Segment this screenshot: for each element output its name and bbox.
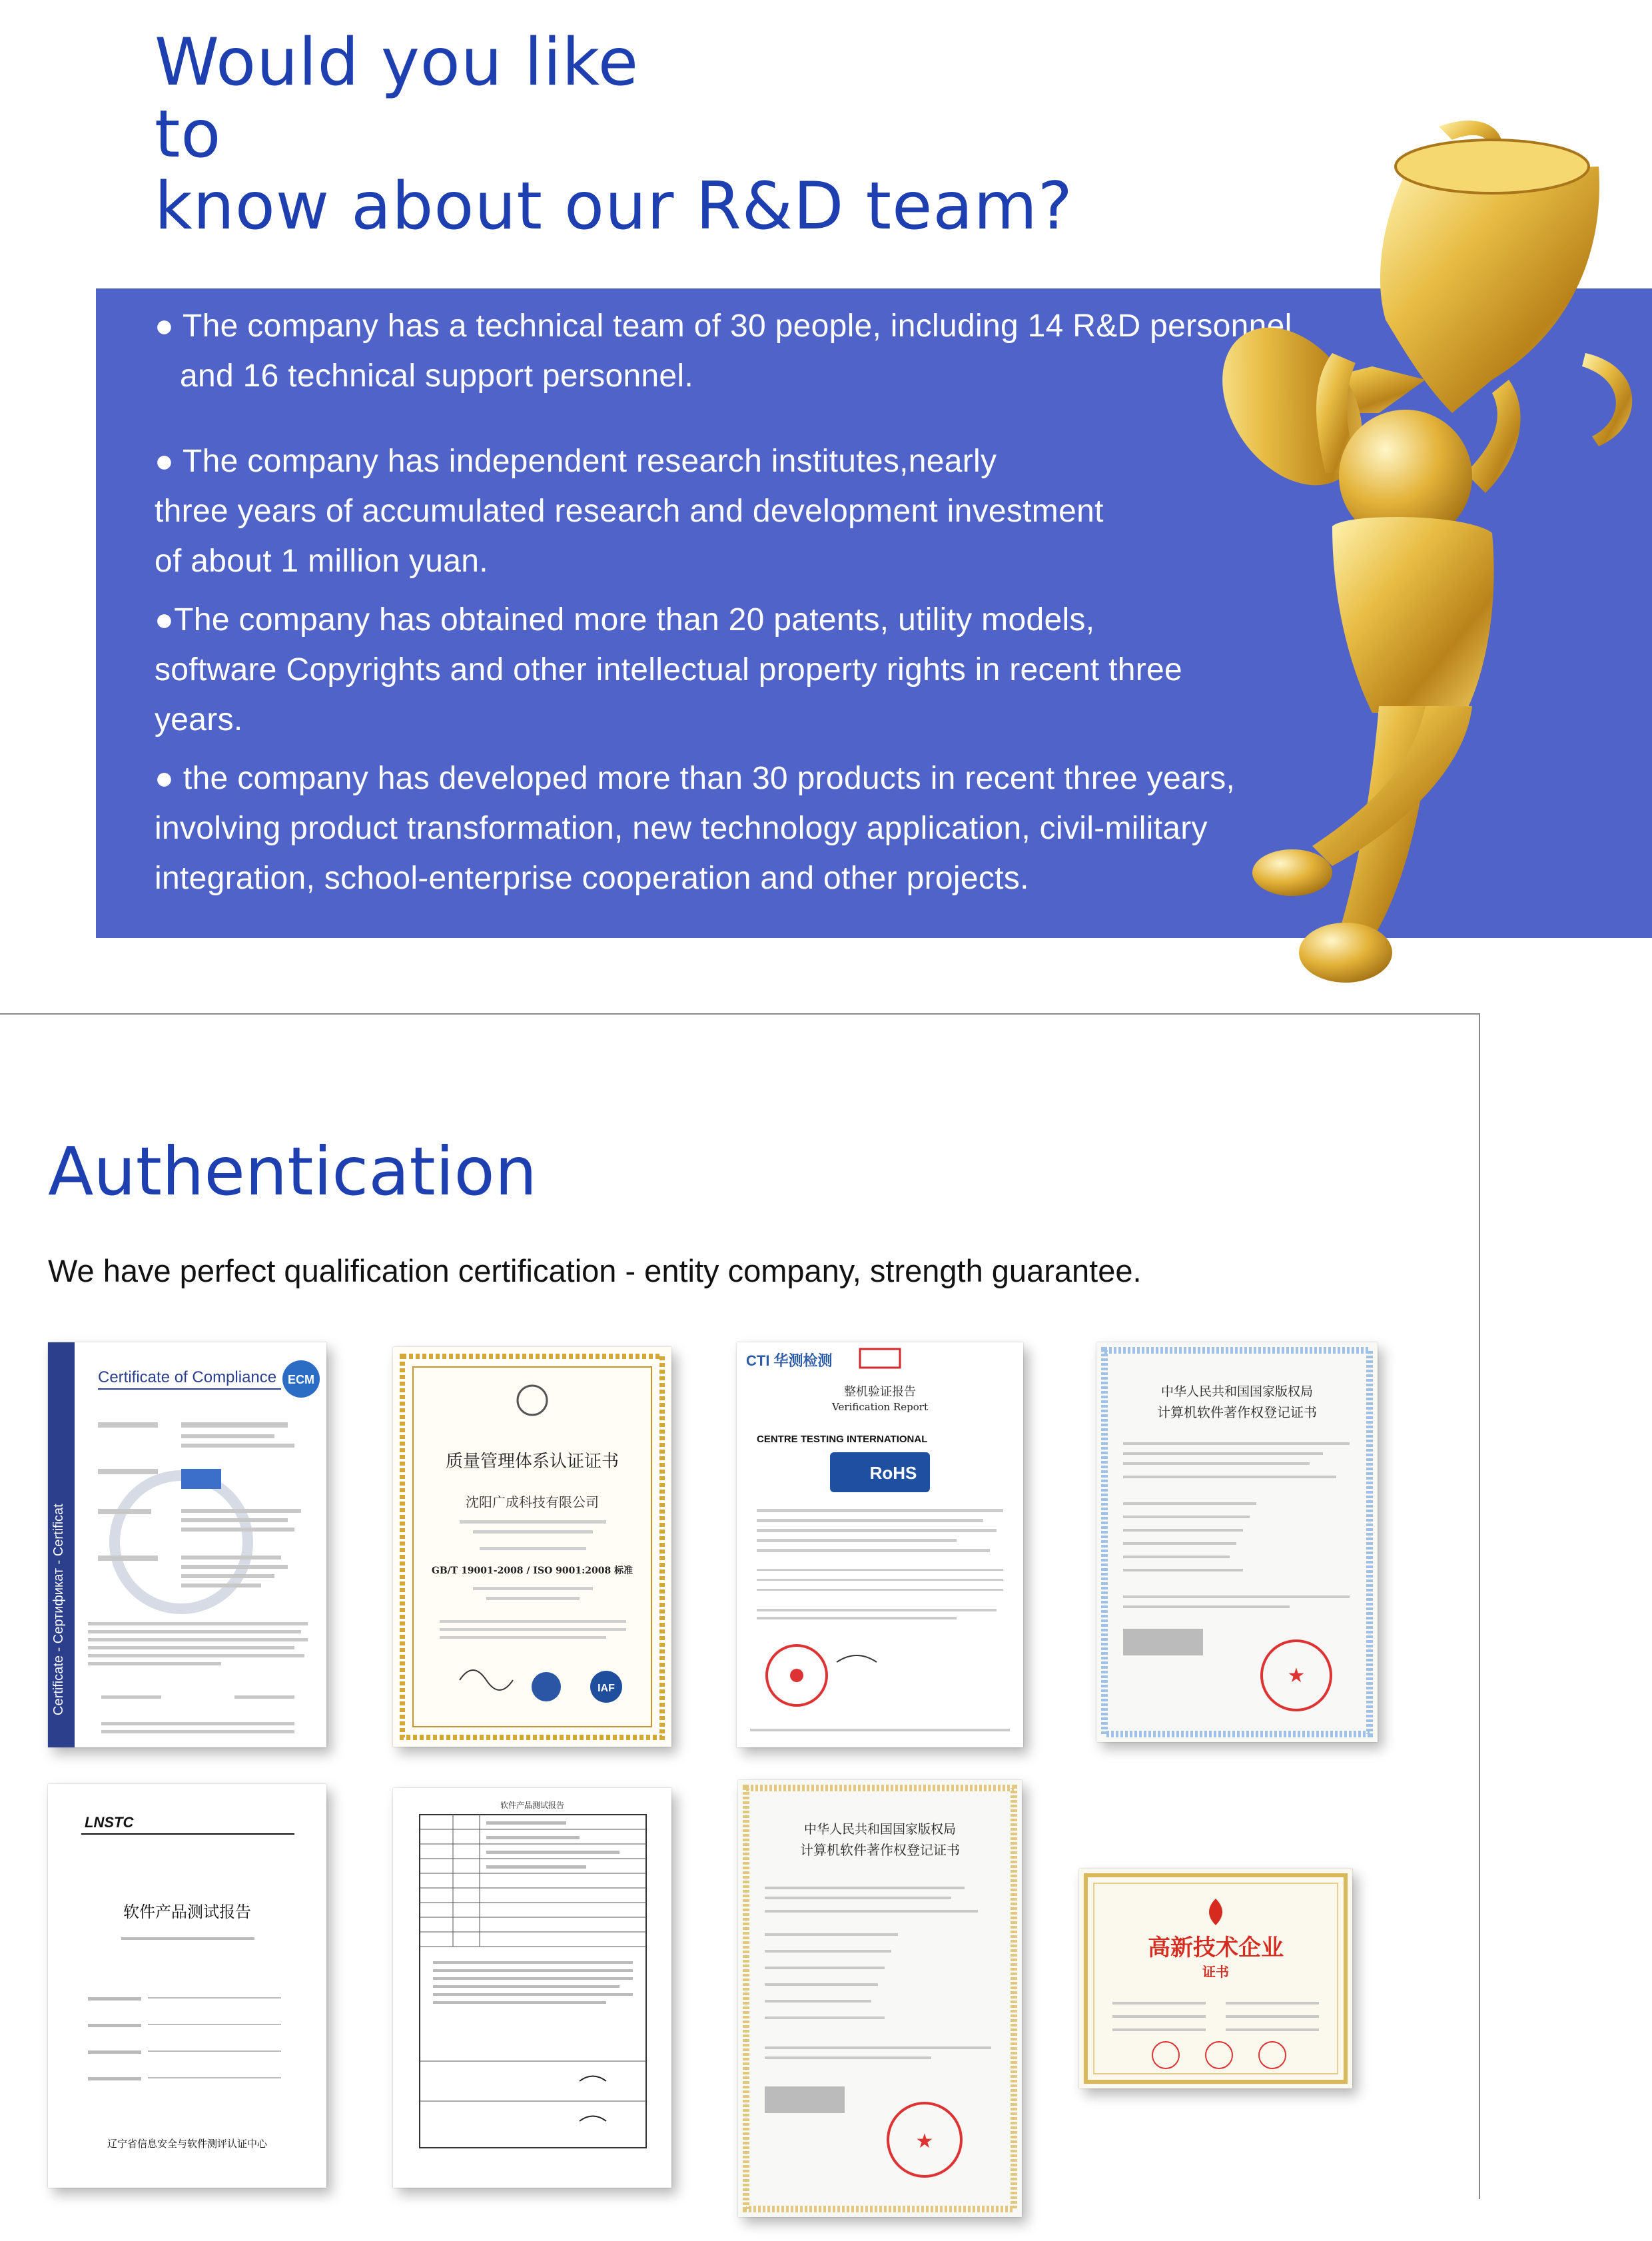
certificate-8-title: 高新技术企业 <box>1148 1935 1284 1961</box>
team-point-1-line1: ● The company has a technical team of 30 people, including 14 R&D personnel <box>155 308 1292 344</box>
certificate-quality-management <box>393 1347 671 1747</box>
certificate-3-badge: RoHS <box>869 1463 917 1483</box>
section-divider-vertical <box>1479 1013 1480 2199</box>
certificate-1-side-text: Certificate - Сертификат - Certificat <box>51 1504 66 1715</box>
team-point-3-line1: ●The company has obtained more than 20 patents, utility models, <box>155 602 1095 638</box>
authentication-subtitle: We have perfect qualification certification - entity company, strength guarantee. <box>48 1253 1142 1288</box>
certificate-compliance <box>48 1342 326 1747</box>
team-point-2-line1: ● The company has independent research institutes,nearly <box>155 444 997 479</box>
certificate-high-tech-enterprise <box>1079 1869 1352 2088</box>
certificate-3-subtitle: Verification Report <box>832 1401 928 1413</box>
team-point-4-line1: ● the company has developed more than 30 products in recent three years, <box>155 761 1236 796</box>
certificate-3-title: 整机验证报告 <box>844 1385 916 1399</box>
certificate-1-badge: ECM <box>288 1373 314 1386</box>
team-point-1-line2: and 16 technical support personnel. <box>180 358 694 394</box>
certificate-2-title: 质量管理体系认证证书 <box>445 1452 620 1472</box>
team-point-2-line2: three years of accumulated research and development investment <box>155 494 1104 529</box>
certificate-7-line1: 中华人民共和国国家版权局 <box>803 1822 957 1837</box>
team-point-4-line2: involving product transformation, new technology application, civil-military <box>155 811 1208 846</box>
team-point-4-line3: integration, school-enterprise cooperation and other projects. <box>155 861 1029 896</box>
certificate-6-title: 软件产品测试报告 <box>500 1801 565 1810</box>
team-point-2-line3: of about 1 million yuan. <box>155 544 488 579</box>
certificate-2-company: 沈阳广成科技有限公司 <box>466 1494 599 1510</box>
rd-heading-line2: to <box>155 97 222 173</box>
certificate-cti-report <box>737 1342 1023 1747</box>
rd-heading <box>155 27 1073 242</box>
certificate-3-brand: CTI 华测检测 <box>746 1352 833 1369</box>
team-point-4 <box>155 753 1235 903</box>
certificate-2-badge: IAF <box>598 1683 615 1694</box>
team-point-3-line3: years. <box>155 702 243 737</box>
rd-heading-line1: Would you like <box>155 25 639 101</box>
svg-text:★: ★ <box>1287 1664 1306 1687</box>
certificate-3-org: CENTRE TESTING INTERNATIONAL <box>757 1434 928 1445</box>
certificate-8-subtitle: 证书 <box>1202 1964 1229 1980</box>
rd-heading-line3: know about our R&D team? <box>155 169 1073 244</box>
section-divider <box>0 1013 1480 1015</box>
certificate-software-copyright-1 <box>1096 1342 1378 1742</box>
certificate-4-line1: 中华人民共和国国家版权局 <box>1160 1384 1314 1399</box>
team-point-2 <box>155 436 1104 586</box>
team-point-3-line2: software Copyrights and other intellectual property rights in recent three <box>155 652 1182 687</box>
certificate-1-title: Certificate of Compliance <box>98 1368 277 1386</box>
certificate-2-standard: GB/T 19001-2008 / ISO 9001:2008 标准 <box>431 1566 633 1576</box>
certificate-4-line2: 计算机软件著作权登记证书 <box>1157 1404 1317 1420</box>
trophy-figure-icon <box>1092 100 1652 1073</box>
certificate-software-copyright-2 <box>738 1780 1022 2217</box>
certificate-5-brand: LNSTC <box>85 1814 134 1831</box>
authentication-title: Authentication <box>48 1132 538 1210</box>
certificate-5-title: 软件产品测试报告 <box>123 1903 251 1921</box>
svg-text:★: ★ <box>915 2130 934 2153</box>
certificate-7-line2: 计算机软件著作权登记证书 <box>800 1842 960 1858</box>
certificate-5-footer: 辽宁省信息安全与软件测评认证中心 <box>107 2138 268 2150</box>
certificate-lnstc-report <box>48 1784 326 2188</box>
team-point-3 <box>155 595 1182 745</box>
certificate-test-report-table <box>393 1788 671 2188</box>
